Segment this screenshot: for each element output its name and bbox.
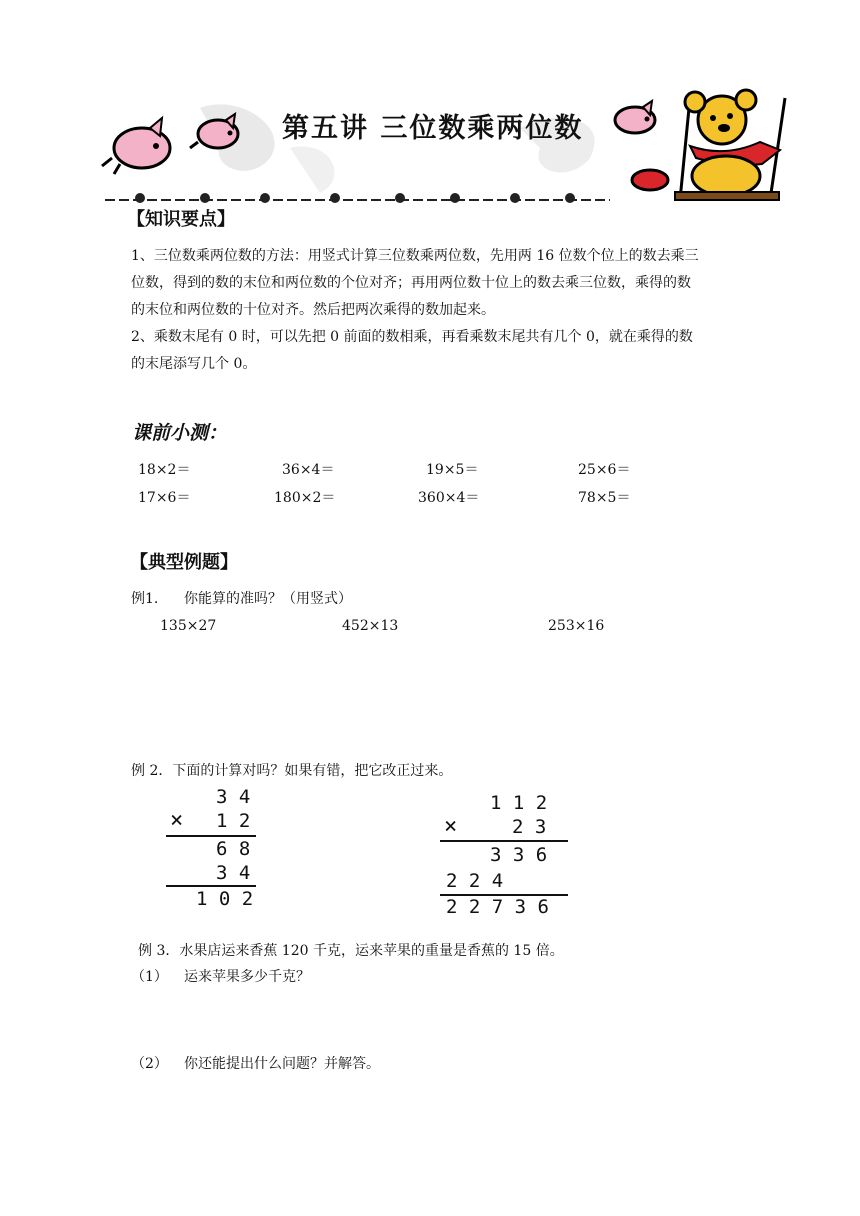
question1-text: 运来苹果多少千克？ bbox=[184, 969, 310, 985]
quiz-item: 36×4＝ bbox=[282, 462, 335, 478]
quiz-item: 78×5＝ bbox=[578, 490, 631, 506]
calc1-multiplicand: 3 4 bbox=[216, 786, 251, 808]
knowledge-line: 2、乘数末尾有 0 时，可以先把 0 前面的数相乘，再看乘数末尾共有几个 0，就在乘得的数 bbox=[131, 329, 693, 345]
calc2-partial-1: 3 3 6 bbox=[490, 844, 548, 866]
calc2-multiplicand: 1 1 2 bbox=[490, 792, 548, 814]
example1-item: 253×16 bbox=[548, 618, 605, 634]
quiz-item: 25×6＝ bbox=[578, 462, 631, 478]
calc2-multiplier: 2 3 bbox=[512, 816, 547, 838]
knowledge-heading: 【知识要点】 bbox=[127, 209, 235, 230]
knowledge-line: 1、三位数乘两位数的方法：用竖式计算三位数乘两位数，先用两 16 位数个位上的数去乘三 bbox=[131, 248, 699, 264]
quiz-item: 180×2＝ bbox=[274, 490, 336, 506]
pink-pig-icon bbox=[102, 118, 170, 174]
flower-divider-icon bbox=[105, 193, 610, 203]
calc1-multiplier: 1 2 bbox=[216, 810, 251, 832]
calc2-line bbox=[440, 840, 568, 842]
calc1-line bbox=[166, 835, 256, 837]
example1-label: 例1. bbox=[131, 591, 159, 607]
example2-text: 例 2．下面的计算对吗？如果有错，把它改正过来。 bbox=[131, 763, 453, 779]
knowledge-line: 位数，得到的数的末位和两位数的个位对齐；再用两位数十位上的数去乘三位数，乘得的数 bbox=[131, 275, 691, 291]
calc1-result: 1 0 2 bbox=[196, 888, 254, 910]
question2-label: （2） bbox=[131, 1056, 168, 1072]
example1-item: 135×27 bbox=[160, 618, 217, 634]
calc1-partial-2: 3 4 bbox=[216, 862, 251, 884]
pink-pig-icon bbox=[190, 114, 238, 148]
knowledge-line: 的末位和两位数的十位对齐。然后把两次乘得的数加起来。 bbox=[131, 302, 495, 318]
quiz-item: 360×4＝ bbox=[418, 490, 480, 506]
lesson-title: 第五讲 三位数乘两位数 bbox=[282, 113, 584, 144]
bear-on-swing-icon bbox=[632, 90, 785, 200]
question2-text: 你还能提出什么问题？并解答。 bbox=[184, 1056, 380, 1072]
multiply-sign: × bbox=[170, 808, 184, 833]
quiz-item: 19×5＝ bbox=[426, 462, 479, 478]
example3-text: 例 3．水果店运来香蕉 120 千克，运来苹果的重量是香蕉的 15 倍。 bbox=[138, 943, 564, 959]
quiz-item: 18×2＝ bbox=[138, 462, 191, 478]
vertical-calculation-2 bbox=[436, 790, 576, 920]
calc2-partial-2: 2 2 4 bbox=[446, 870, 504, 892]
calc1-line bbox=[166, 885, 256, 887]
question1-label: （1） bbox=[131, 969, 168, 985]
example1-question: 你能算的准吗？（用竖式） bbox=[184, 591, 352, 607]
knowledge-line: 的末尾添写几个 0。 bbox=[131, 356, 257, 372]
vertical-calculation-1 bbox=[160, 784, 270, 914]
multiply-sign: × bbox=[444, 814, 458, 839]
quiz-item: 17×6＝ bbox=[138, 490, 191, 506]
examples-heading: 【典型例题】 bbox=[130, 552, 238, 573]
calc1-partial-1: 6 8 bbox=[216, 838, 251, 860]
quiz-heading: 课前小测： bbox=[132, 422, 228, 444]
example1-item: 452×13 bbox=[342, 618, 399, 634]
calc2-result: 2 2 7 3 6 bbox=[446, 896, 549, 918]
pink-pig-icon bbox=[615, 101, 655, 133]
